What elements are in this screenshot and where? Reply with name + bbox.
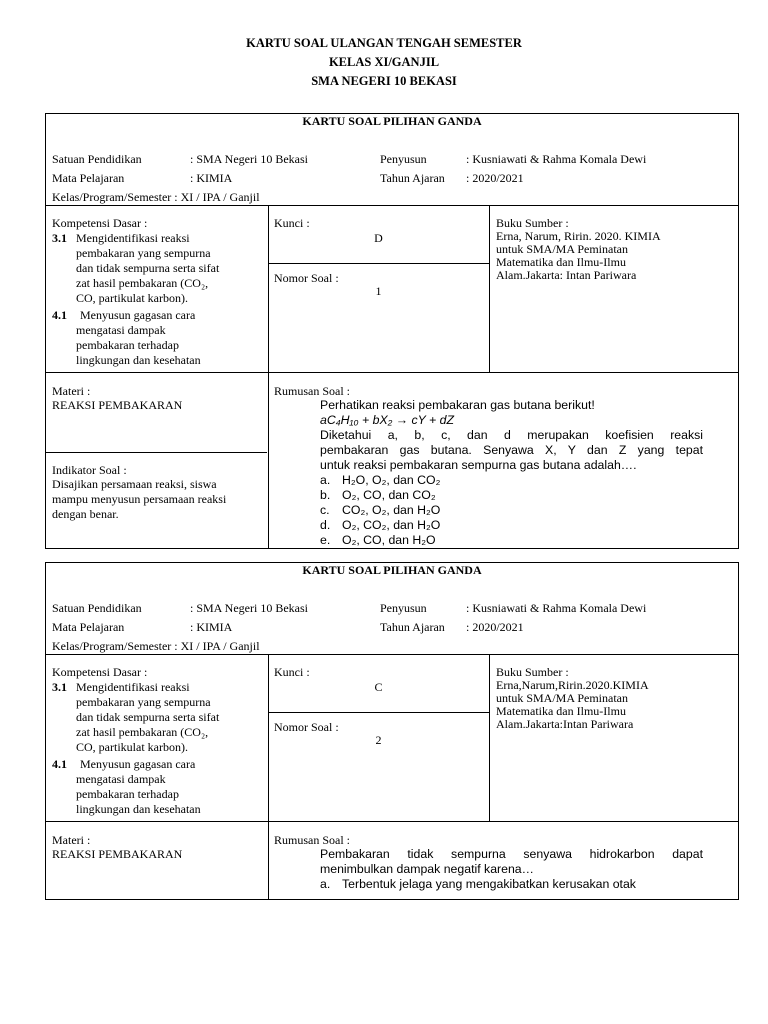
option-letter: e. (320, 533, 331, 547)
row-divider (46, 205, 738, 206)
option-letter: c. (320, 503, 330, 517)
page-subtitle-class: KELAS XI/GANJIL (328, 55, 440, 69)
question-card-2 (45, 562, 739, 900)
row-divider (46, 654, 738, 655)
kd2-line: pembakaran terhadap (76, 787, 179, 801)
kd2-line: mengatasi dampak (76, 323, 166, 337)
kd2-line: lingkungan dan kesehatan (76, 802, 201, 816)
buku-sumber-line: Matematika dan Ilmu-Ilmu (496, 704, 626, 718)
option-letter: a. (320, 877, 331, 891)
option-text: CO₂, O₂, dan H₂O (342, 503, 441, 517)
kd2-line: lingkungan dan kesehatan (76, 353, 201, 367)
col-divider (489, 205, 490, 372)
option-text: O₂, CO, dan CO₂ (342, 488, 436, 502)
rumusan-label: Rumusan Soal : (274, 833, 351, 847)
mapel-label: Mata Pelajaran (52, 620, 125, 634)
col-divider (268, 205, 269, 549)
satuan-value: : SMA Negeri 10 Bekasi (190, 152, 308, 166)
kd1-line: pembakaran yang sempurna (76, 246, 211, 260)
kelas-line: Kelas/Program/Semester : XI / IPA / Ganjil (52, 639, 260, 653)
kd1-line: Mengidentifikasi reaksi (76, 231, 190, 245)
option-text: Terbentuk jelaga yang mengakibatkan kerusakan otak (342, 877, 636, 891)
buku-sumber-line: Erna, Narum, Ririn. 2020. KIMIA (496, 229, 661, 243)
buku-sumber-line: untuk SMA/MA Peminatan (496, 691, 629, 705)
kd1-line: zat hasil pembakaran (CO₂, (76, 725, 209, 739)
indikator-line: dengan benar. (52, 507, 119, 521)
indikator-line: mampu menyusun persamaan reaksi (52, 492, 227, 506)
soal-text-line: Pembakaran tidak sempurna senyawa hidrokarbon dapat (320, 847, 703, 861)
materi-divider (46, 452, 267, 453)
page-title: KARTU SOAL ULANGAN TENGAH SEMESTER (246, 36, 522, 50)
indikator-line: Disajikan persamaan reaksi, siswa (52, 477, 217, 491)
mapel-value: : KIMIA (190, 620, 233, 634)
buku-sumber-label: Buku Sumber : (496, 216, 569, 230)
kd-label: Kompetensi Dasar : (52, 665, 148, 679)
materi-value: REAKSI PEMBAKARAN (52, 398, 183, 412)
satuan-label: Satuan Pendidikan (52, 601, 142, 615)
buku-sumber-line: Alam.Jakarta:Intan Pariwara (496, 717, 634, 731)
nomor-soal-value: 2 (375, 733, 382, 747)
col-divider (489, 654, 490, 821)
tahun-label: Tahun Ajaran (380, 171, 445, 185)
option-letter: a. (320, 473, 331, 487)
kd-label: Kompetensi Dasar : (52, 216, 148, 230)
buku-sumber-line: Matematika dan Ilmu-Ilmu (496, 255, 626, 269)
soal-intro: Perhatikan reaksi pembakaran gas butana berikut! (320, 398, 595, 412)
soal-text-line: Diketahui a, b, c, dan d merupakan koefisien reaksi (320, 428, 703, 442)
indikator-label: Indikator Soal : (52, 463, 127, 477)
kd1-line: Mengidentifikasi reaksi (76, 680, 190, 694)
question-card-1 (45, 113, 739, 549)
page-subtitle-school: SMA NEGERI 10 BEKASI (311, 74, 457, 88)
mapel-label: Mata Pelajaran (52, 171, 125, 185)
satuan-value: : SMA Negeri 10 Bekasi (190, 601, 308, 615)
kd2-number: 4.1 (52, 757, 67, 771)
nomor-soal-label: Nomor Soal : (274, 271, 339, 285)
option-text: H₂O, O₂, dan CO₂ (342, 473, 441, 487)
kunci-label: Kunci : (274, 216, 310, 230)
kunci-value: C (374, 680, 383, 694)
penyusun-label: Penyusun (380, 601, 427, 615)
option-letter: b. (320, 488, 331, 502)
option-letter: d. (320, 518, 331, 532)
kd2-line: mengatasi dampak (76, 772, 166, 786)
nomor-soal-value: 1 (375, 284, 382, 298)
buku-sumber-line: untuk SMA/MA Peminatan (496, 242, 629, 256)
soal-text-line: pembakaran gas butana. Senyawa X, Y dan Z yang tepat (320, 443, 703, 457)
satuan-label: Satuan Pendidikan (52, 152, 142, 166)
kd1-line: CO, partikulat karbon). (76, 740, 188, 754)
penyusun-value: : Kusniawati & Rahma Komala Dewi (466, 152, 647, 166)
kd1-line: CO, partikulat karbon). (76, 291, 188, 305)
soal-text-line: menimbulkan dampak negatif karena… (320, 862, 534, 876)
kunci-label: Kunci : (274, 665, 310, 679)
card-title: KARTU SOAL PILIHAN GANDA (302, 563, 482, 577)
option-text: O₂, CO₂, dan H₂O (342, 518, 441, 532)
tahun-value: : 2020/2021 (466, 171, 524, 185)
materi-value: REAKSI PEMBAKARAN (52, 847, 183, 861)
nomor-soal-label: Nomor Soal : (274, 720, 339, 734)
kd2-line: Menyusun gagasan cara (80, 308, 196, 322)
kd2-number: 4.1 (52, 308, 67, 322)
materi-label: Materi : (52, 833, 91, 847)
kd2-line: Menyusun gagasan cara (80, 757, 196, 771)
buku-sumber-line: Alam.Jakarta: Intan Pariwara (496, 268, 637, 282)
soal-text-line: untuk reaksi pembakaran sempurna gas butana adalah…. (320, 458, 637, 472)
row-divider (46, 821, 738, 822)
row-divider (46, 372, 738, 373)
option-text: O₂, CO, dan H₂O (342, 533, 436, 547)
kunci-divider (268, 712, 490, 713)
soal-equation: aC₄H₁₀ + bX₂ → cY + dZ (320, 413, 454, 427)
kd1-number: 3.1 (52, 231, 67, 245)
kelas-line: Kelas/Program/Semester : XI / IPA / Ganjil (52, 190, 260, 204)
kd1-number: 3.1 (52, 680, 67, 694)
kd1-line: zat hasil pembakaran (CO₂, (76, 276, 209, 290)
buku-sumber-label: Buku Sumber : (496, 665, 569, 679)
tahun-label: Tahun Ajaran (380, 620, 445, 634)
kd1-line: pembakaran yang sempurna (76, 695, 211, 709)
penyusun-label: Penyusun (380, 152, 427, 166)
rumusan-label: Rumusan Soal : (274, 384, 351, 398)
materi-label: Materi : (52, 384, 91, 398)
kunci-value: D (374, 231, 383, 245)
card-title: KARTU SOAL PILIHAN GANDA (302, 114, 482, 128)
penyusun-value: : Kusniawati & Rahma Komala Dewi (466, 601, 647, 615)
mapel-value: : KIMIA (190, 171, 233, 185)
tahun-value: : 2020/2021 (466, 620, 524, 634)
buku-sumber-line: Erna,Narum,Ririn.2020.KIMIA (496, 678, 649, 692)
kd1-line: dan tidak sempurna serta sifat (76, 261, 220, 275)
kd2-line: pembakaran terhadap (76, 338, 179, 352)
kunci-divider (268, 263, 490, 264)
kd1-line: dan tidak sempurna serta sifat (76, 710, 220, 724)
